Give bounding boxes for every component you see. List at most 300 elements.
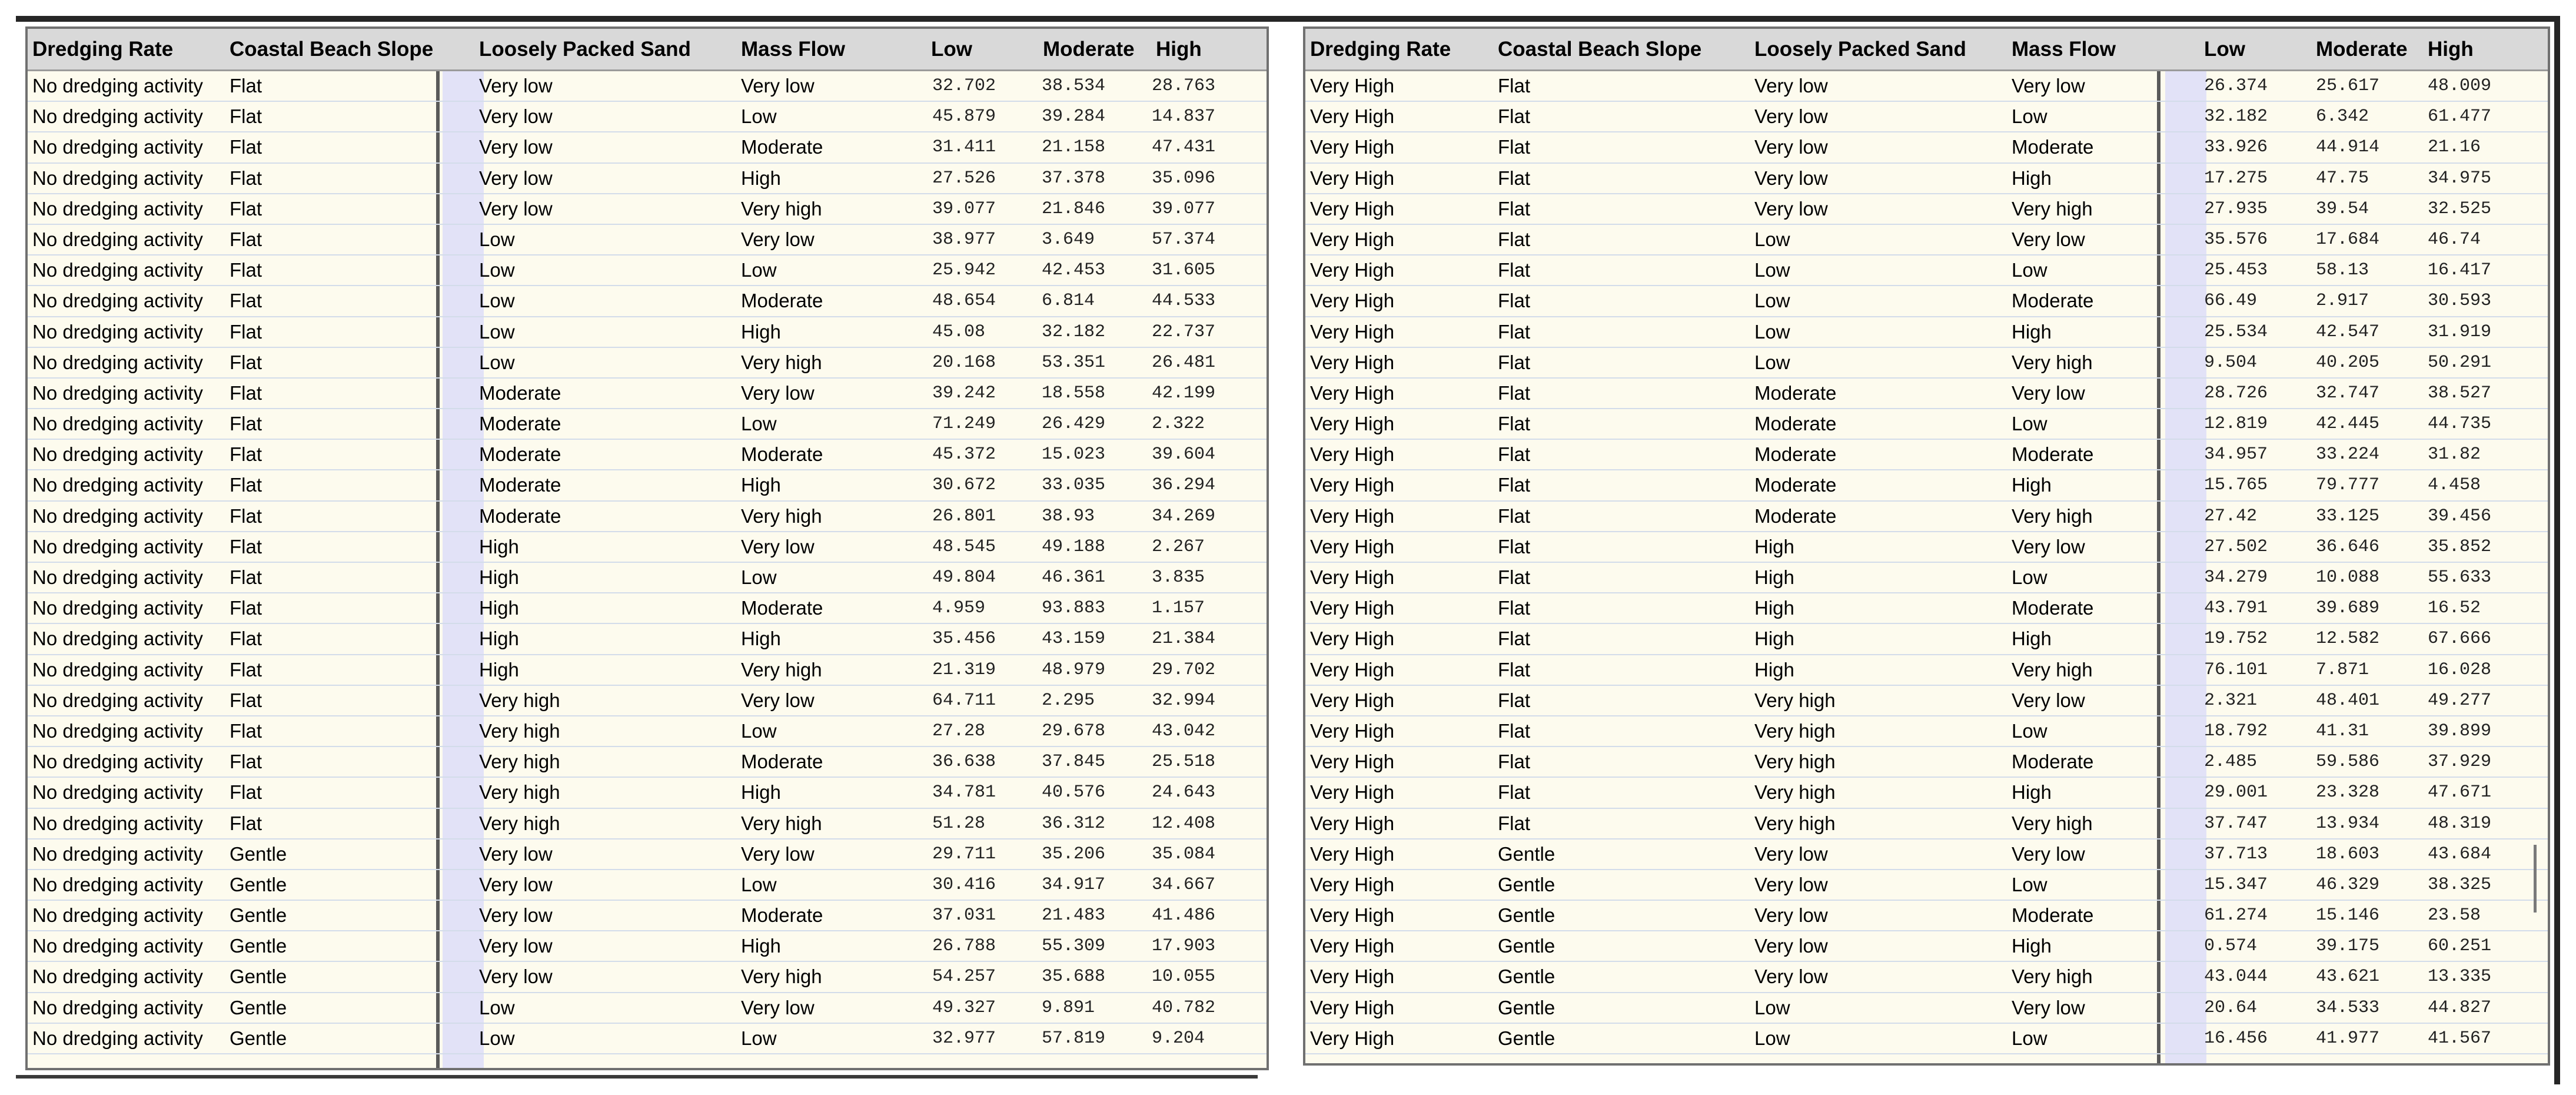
table-cell: 6.342 [2316, 107, 2369, 127]
table-row[interactable] [28, 71, 1267, 102]
table-cell: Gentle [1498, 873, 1555, 895]
table-cell: Flat [1498, 228, 1531, 250]
table-cell: 21.483 [1042, 905, 1106, 926]
table-cell: Flat [1498, 443, 1531, 466]
table-cell: Gentle [1498, 996, 1555, 1018]
table-cell: Moderate [741, 443, 823, 466]
table-row[interactable] [28, 348, 1267, 379]
table-cell: 93.883 [1042, 598, 1106, 619]
table-cell: Very High [1310, 351, 1395, 373]
table-cell: 47.431 [1152, 137, 1216, 158]
header-coastal-beach-slope[interactable]: Coastal Beach Slope [230, 38, 434, 61]
table-cell: Gentle [230, 996, 287, 1018]
table-cell: 34.975 [2428, 168, 2492, 188]
table-row[interactable] [28, 470, 1267, 501]
table-cell: Very high [479, 719, 560, 742]
table-row[interactable] [1305, 686, 2548, 716]
table-row[interactable] [28, 379, 1267, 409]
table-cell: 71.249 [932, 414, 996, 434]
table-cell: Very high [479, 781, 560, 804]
table-cell: High [1754, 566, 1794, 588]
table-cell: Moderate [1754, 381, 1837, 404]
table-cell: Very High [1310, 935, 1395, 957]
table-cell: Flat [230, 535, 262, 558]
table-cell: Flat [1498, 505, 1531, 527]
table-cell: Very high [2012, 658, 2093, 681]
table-row[interactable] [1305, 102, 2548, 132]
table-row[interactable] [1305, 132, 2548, 163]
table-cell: Gentle [230, 1027, 287, 1049]
table-cell: Very low [741, 381, 815, 404]
header-low[interactable]: Low [2204, 38, 2245, 61]
table-row[interactable] [1305, 655, 2548, 686]
table-cell: Flat [1498, 566, 1531, 588]
table-row[interactable] [28, 593, 1267, 624]
table-cell: No dredging activity [32, 474, 203, 496]
table-cell: Very High [1310, 443, 1395, 466]
table-cell: 60.251 [2428, 936, 2492, 957]
table-row[interactable] [1305, 71, 2548, 102]
table-cell: Moderate [741, 290, 823, 312]
table-row[interactable] [28, 164, 1267, 194]
header-coastal-beach-slope[interactable]: Coastal Beach Slope [1498, 38, 1702, 61]
table-row[interactable] [1305, 747, 2548, 778]
table-cell: Very High [1310, 228, 1395, 250]
table-row[interactable] [1305, 901, 2548, 931]
table-cell: 59.586 [2316, 752, 2380, 772]
table-cell: 32.182 [2204, 107, 2268, 127]
table-cell: 33.224 [2316, 444, 2380, 465]
table-cell: Very low [479, 136, 553, 158]
table-cell: Very High [1310, 75, 1395, 97]
table-cell: No dredging activity [32, 996, 203, 1018]
header-mass-flow[interactable]: Mass Flow [741, 38, 845, 61]
table-row[interactable] [28, 194, 1267, 225]
table-cell: Moderate [1754, 474, 1837, 496]
table-cell: Low [741, 1027, 777, 1049]
table-cell: Very high [2012, 505, 2093, 527]
table-cell: No dredging activity [32, 290, 203, 312]
table-row[interactable] [28, 993, 1267, 1024]
table-cell: 67.666 [2428, 629, 2492, 649]
table-row[interactable] [1305, 286, 2548, 317]
table-cell: 49.277 [2428, 690, 2492, 711]
table-cell: High [1754, 628, 1794, 650]
table-row[interactable] [28, 747, 1267, 778]
table-row[interactable] [1305, 194, 2548, 225]
table-cell: Low [479, 996, 515, 1018]
table-cell: Low [741, 873, 777, 895]
table-cell: Flat [1498, 719, 1531, 742]
table-cell: Low [741, 105, 777, 128]
table-row[interactable] [1305, 532, 2548, 563]
table-row[interactable] [28, 870, 1267, 901]
table-cell: Very High [1310, 781, 1395, 804]
table-cell: 4.458 [2428, 475, 2481, 496]
table-cell: 49.327 [932, 997, 996, 1018]
table-cell: Gentle [230, 842, 287, 865]
table-row[interactable] [1305, 379, 2548, 409]
table-cell: 18.603 [2316, 844, 2380, 864]
table-cell: Very low [479, 197, 553, 220]
table-row[interactable] [1305, 502, 2548, 532]
table-cell: Very High [1310, 873, 1395, 895]
table-cell: 61.274 [2204, 905, 2268, 926]
table-cell: 42.445 [2316, 414, 2380, 434]
table-cell: No dredging activity [32, 505, 203, 527]
table-cell: No dredging activity [32, 842, 203, 865]
table-row[interactable] [28, 440, 1267, 470]
table-cell: Flat [230, 689, 262, 711]
table-row[interactable] [28, 686, 1267, 716]
table-cell: Flat [1498, 75, 1531, 97]
table-cell: 38.527 [2428, 383, 2492, 403]
table-cell: 32.525 [2428, 198, 2492, 219]
table-row[interactable] [28, 716, 1267, 747]
table-cell: High [2012, 167, 2052, 189]
table-cell: Very low [479, 105, 553, 128]
table-row[interactable] [28, 901, 1267, 931]
table-cell: 10.088 [2316, 568, 2380, 588]
table-cell: 38.93 [1042, 506, 1095, 526]
table-cell: Moderate [741, 136, 823, 158]
table-row[interactable] [1305, 225, 2548, 256]
table-cell: Very high [741, 351, 822, 373]
table-cell: Very high [741, 197, 822, 220]
table-cell: Very High [1310, 658, 1395, 681]
table-row[interactable] [28, 225, 1267, 256]
table-cell: 21.846 [1042, 198, 1106, 219]
table-row[interactable] [1305, 962, 2548, 993]
table-cell: 16.52 [2428, 598, 2481, 619]
table-row[interactable] [28, 317, 1267, 348]
table-cell: Very High [1310, 105, 1395, 128]
table-row[interactable] [1305, 809, 2548, 840]
table-cell: Very low [479, 904, 553, 927]
table-cell: Very low [1754, 904, 1828, 927]
header-dredging-rate[interactable]: Dredging Rate [1310, 38, 1451, 61]
table-cell: No dredging activity [32, 351, 203, 373]
table-cell: Very High [1310, 413, 1395, 435]
table-row[interactable] [28, 931, 1267, 962]
table-row[interactable] [1305, 870, 2548, 901]
table-row[interactable] [28, 102, 1267, 132]
table-cell: 19.752 [2204, 629, 2268, 649]
table-row[interactable] [1305, 409, 2548, 440]
table-cell: 43.791 [2204, 598, 2268, 619]
table-cell: 14.837 [1152, 107, 1216, 127]
table-cell: 26.481 [1152, 352, 1216, 373]
table-cell: No dredging activity [32, 1027, 203, 1049]
table-cell: High [2012, 935, 2052, 957]
table-cell: No dredging activity [32, 965, 203, 988]
table-cell: Flat [230, 197, 262, 220]
table-cell: Very High [1310, 904, 1395, 927]
table-cell: Moderate [741, 597, 823, 619]
table-cell: 39.54 [2316, 198, 2369, 219]
table-cell: 45.372 [932, 444, 996, 465]
table-cell: 38.325 [2428, 874, 2492, 895]
table-row[interactable] [1305, 470, 2548, 501]
table-row[interactable] [28, 409, 1267, 440]
table-cell: 39.077 [932, 198, 996, 219]
table-cell: Flat [1498, 197, 1531, 220]
table-row[interactable] [1305, 931, 2548, 962]
table-cell: 79.777 [2316, 475, 2380, 496]
table-row[interactable] [28, 563, 1267, 593]
table-cell: Very low [1754, 75, 1828, 97]
table-cell: Low [1754, 320, 1790, 343]
table-cell: Moderate [2012, 443, 2094, 466]
table-cell: Very High [1310, 1027, 1395, 1049]
table-cell: 49.804 [932, 568, 996, 588]
table-cell: Very low [2012, 228, 2085, 250]
table-row[interactable] [28, 286, 1267, 317]
table-cell: 44.827 [2428, 997, 2492, 1018]
table-cell: No dredging activity [32, 259, 203, 281]
table-cell: Low [1754, 259, 1790, 281]
table-cell: High [479, 535, 519, 558]
table-cell: 39.689 [2316, 598, 2380, 619]
table-cell: 46.74 [2428, 229, 2481, 250]
table-cell: Low [1754, 290, 1790, 312]
table-cell: No dredging activity [32, 566, 203, 588]
table-row[interactable] [28, 532, 1267, 563]
table-cell: High [741, 474, 781, 496]
table-cell: High [1754, 658, 1794, 681]
table-cell: 31.919 [2428, 321, 2492, 342]
table-cell: Low [479, 320, 515, 343]
table-cell: Flat [230, 751, 262, 773]
table-cell: Very low [741, 228, 815, 250]
table-cell: 41.31 [2316, 721, 2369, 741]
table-cell: 50.291 [2428, 352, 2492, 373]
table-cell: 31.411 [932, 137, 996, 158]
table-row[interactable] [1305, 164, 2548, 194]
table-cell: Low [1754, 996, 1790, 1018]
table-cell: Flat [1498, 812, 1531, 834]
table-cell: 29.711 [932, 844, 996, 864]
table-row[interactable] [28, 1024, 1267, 1054]
table-cell: 2.917 [2316, 291, 2369, 311]
table-cell: 36.638 [932, 752, 996, 772]
table-row[interactable] [1305, 317, 2548, 348]
table-cell: 54.257 [932, 967, 996, 987]
table-row[interactable] [1305, 778, 2548, 808]
table-cell: No dredging activity [32, 689, 203, 711]
table-cell: Very low [479, 75, 553, 97]
table-cell: 29.001 [2204, 782, 2268, 803]
table-cell: 48.319 [2428, 813, 2492, 834]
table-cell: Flat [1498, 474, 1531, 496]
table-row[interactable] [1305, 348, 2548, 379]
window-bottom-border [16, 1075, 1258, 1079]
table-cell: 22.737 [1152, 321, 1216, 342]
table-cell: Flat [1498, 781, 1531, 804]
table-cell: Very high [741, 812, 822, 834]
table-cell: 34.957 [2204, 444, 2268, 465]
right-table-panel [1303, 26, 2550, 1066]
table-cell: 35.688 [1042, 967, 1106, 987]
table-row[interactable] [28, 778, 1267, 808]
table-cell: 2.267 [1152, 536, 1205, 557]
table-cell: High [1754, 535, 1794, 558]
table-cell: 15.765 [2204, 475, 2268, 496]
table-row[interactable] [28, 502, 1267, 532]
table-cell: 34.279 [2204, 568, 2268, 588]
table-cell: Low [1754, 228, 1790, 250]
table-cell: High [479, 597, 519, 619]
table-cell: Low [2012, 413, 2047, 435]
table-row[interactable] [1305, 1024, 2548, 1054]
table-cell: Flat [230, 75, 262, 97]
left-table-panel [25, 26, 1269, 1070]
table-row[interactable] [28, 962, 1267, 993]
table-cell: Low [1754, 351, 1790, 373]
table-cell: Very high [2012, 351, 2093, 373]
table-cell: No dredging activity [32, 628, 203, 650]
header-moderate[interactable]: Moderate [2316, 38, 2408, 61]
table-cell: Low [479, 290, 515, 312]
table-cell: 45.08 [932, 321, 986, 342]
table-header [28, 29, 1267, 71]
table-cell: 44.735 [2428, 414, 2492, 434]
table-row[interactable] [28, 256, 1267, 286]
header-loosely-packed-sand[interactable]: Loosely Packed Sand [1754, 38, 1966, 61]
table-cell: Very high [741, 658, 822, 681]
table-cell: No dredging activity [32, 105, 203, 128]
table-cell: Gentle [230, 935, 287, 957]
table-cell: 13.934 [2316, 813, 2380, 834]
table-row[interactable] [1305, 593, 2548, 624]
table-row[interactable] [1305, 993, 2548, 1024]
table-cell: Flat [1498, 167, 1531, 189]
table-cell: 25.518 [1152, 752, 1216, 772]
table-cell: 27.28 [932, 721, 986, 741]
table-cell: 39.456 [2428, 506, 2492, 526]
header-dredging-rate[interactable]: Dredging Rate [32, 38, 174, 61]
table-cell: 12.582 [2316, 629, 2380, 649]
table-row[interactable] [28, 624, 1267, 655]
table-cell: 16.417 [2428, 260, 2492, 281]
table-cell: No dredging activity [32, 197, 203, 220]
table-cell: 26.429 [1042, 414, 1106, 434]
table-row[interactable] [1305, 440, 2548, 470]
table-cell: 2.322 [1152, 414, 1205, 434]
header-high[interactable]: High [1156, 38, 1202, 61]
table-cell: Moderate [2012, 904, 2094, 927]
table-cell: Moderate [479, 474, 561, 496]
table-cell: 47.75 [2316, 168, 2369, 188]
table-cell: Very High [1310, 381, 1395, 404]
table-row[interactable] [1305, 716, 2548, 747]
table-row[interactable] [1305, 624, 2548, 655]
table-row[interactable] [28, 809, 1267, 840]
table-cell: Very low [479, 842, 553, 865]
table-cell: Very low [479, 873, 553, 895]
table-cell: High [741, 628, 781, 650]
table-cell: Very low [1754, 197, 1828, 220]
table-cell: No dredging activity [32, 719, 203, 742]
table-cell: Very low [2012, 75, 2085, 97]
table-cell: 24.643 [1152, 782, 1216, 803]
table-cell: 29.678 [1042, 721, 1106, 741]
table-cell: 25.534 [2204, 321, 2268, 342]
table-cell: 29.702 [1152, 659, 1216, 680]
table-cell: 51.28 [932, 813, 986, 834]
table-cell: 31.605 [1152, 260, 1216, 281]
table-cell: Very high [2012, 197, 2093, 220]
table-cell: 26.374 [2204, 76, 2268, 96]
table-cell: 30.672 [932, 475, 996, 496]
table-cell: Moderate [479, 505, 561, 527]
table-cell: Flat [1498, 658, 1531, 681]
table-cell: Low [2012, 259, 2047, 281]
table-cell: Moderate [2012, 597, 2094, 619]
table-cell: Gentle [230, 965, 287, 988]
table-cell: Low [2012, 719, 2047, 742]
table-cell: Very high [741, 965, 822, 988]
table-row[interactable] [28, 655, 1267, 686]
table-cell: Very low [1754, 136, 1828, 158]
table-cell: 76.101 [2204, 659, 2268, 680]
table-cell: Very high [1754, 719, 1836, 742]
table-cell: Very High [1310, 259, 1395, 281]
table-cell: 42.453 [1042, 260, 1106, 281]
scrollbar-thumb[interactable] [2534, 845, 2537, 912]
table-cell: 44.533 [1152, 291, 1216, 311]
table-cell: Flat [230, 167, 262, 189]
table-cell: Very High [1310, 996, 1395, 1018]
table-cell: 21.158 [1042, 137, 1106, 158]
table-cell: Flat [230, 474, 262, 496]
table-cell: Flat [230, 413, 262, 435]
table-row[interactable] [28, 840, 1267, 870]
table-cell: Moderate [479, 413, 561, 435]
table-cell: 32.747 [2316, 383, 2380, 403]
table-cell: Very low [741, 842, 815, 865]
table-cell: 39.242 [932, 383, 996, 403]
table-cell: 41.567 [2428, 1028, 2492, 1048]
table-cell: 49.188 [1042, 536, 1106, 557]
table-cell: High [1754, 597, 1794, 619]
table-cell: 47.671 [2428, 782, 2492, 803]
table-cell: Very high [1754, 751, 1836, 773]
table-cell: Flat [230, 505, 262, 527]
header-high[interactable]: High [2428, 38, 2474, 61]
table-cell: Very High [1310, 689, 1395, 711]
table-cell: Flat [230, 781, 262, 804]
table-row[interactable] [1305, 840, 2548, 870]
table-row[interactable] [28, 132, 1267, 163]
header-mass-flow[interactable]: Mass Flow [2012, 38, 2116, 61]
table-cell: 28.763 [1152, 76, 1216, 96]
table-cell: Very high [1754, 781, 1836, 804]
header-loosely-packed-sand[interactable]: Loosely Packed Sand [479, 38, 691, 61]
table-cell: 18.558 [1042, 383, 1106, 403]
table-cell: Flat [230, 259, 262, 281]
table-cell: Very High [1310, 167, 1395, 189]
table-cell: Low [479, 1027, 515, 1049]
table-cell: No dredging activity [32, 413, 203, 435]
table-cell: Very High [1310, 566, 1395, 588]
table-cell: High [741, 781, 781, 804]
table-row[interactable] [1305, 256, 2548, 286]
header-moderate[interactable]: Moderate [1043, 38, 1135, 61]
table-row[interactable] [1305, 563, 2548, 593]
table-cell: Very low [1754, 105, 1828, 128]
header-low[interactable]: Low [931, 38, 972, 61]
